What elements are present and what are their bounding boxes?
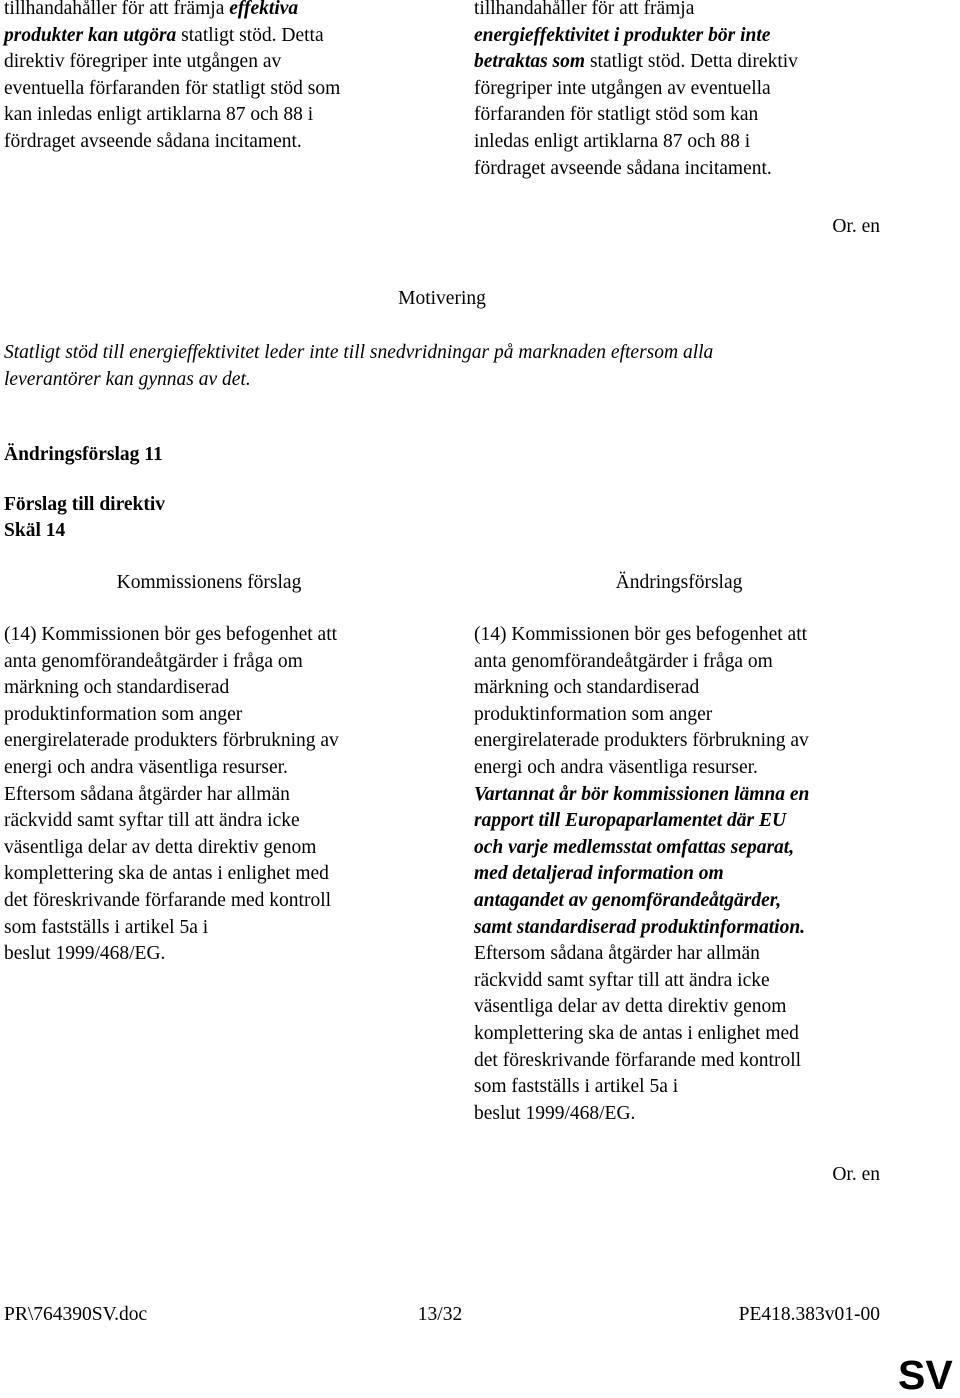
text-line <box>4 808 449 835</box>
amended-text-run: rapport till Europaparlamentet där EU <box>474 810 787 832</box>
text-line <box>4 755 449 782</box>
text-line <box>474 968 919 995</box>
text-run: komplettering ska de antas i enlighet med <box>4 863 329 885</box>
text-run: energi och andra väsentliga resurser. <box>474 756 758 778</box>
text-line <box>4 0 449 23</box>
text-run: föregriper inte utgången av eventuella <box>474 77 771 99</box>
text-run: energirelaterade produkters förbrukning av <box>474 730 809 752</box>
text-line <box>4 782 449 809</box>
top-left-text <box>4 0 449 156</box>
text-line <box>474 702 919 729</box>
text-run: som fastställs i artikel 5a i <box>474 1076 679 1098</box>
text-line <box>4 888 449 915</box>
text-run: väsentliga delar av detta direktiv genom <box>474 996 787 1018</box>
amendment-text <box>474 622 919 1127</box>
text-line <box>4 129 449 156</box>
text-line <box>474 861 919 888</box>
recital-reference: Skäl 14 <box>4 520 66 541</box>
text-line <box>474 76 919 103</box>
commission-proposal-header: Kommissionens förslag <box>116 572 302 593</box>
justification-text <box>4 340 904 393</box>
text-run: det föreskrivande förfarande med kontroll <box>4 889 332 911</box>
text-run: energi och andra väsentliga resurser. <box>4 756 288 778</box>
text-line <box>474 1101 919 1128</box>
text-line <box>4 649 449 676</box>
text-line <box>474 0 919 23</box>
amended-text-run: och varje medlemsstat omfattas separat, <box>474 836 795 858</box>
text-line <box>474 102 919 129</box>
text-line <box>4 835 449 862</box>
text-run: beslut 1999/468/EG. <box>4 943 166 965</box>
text-line <box>4 941 449 968</box>
text-run: det föreskrivande förfarande med kontroll <box>474 1049 802 1071</box>
text-run: förfaranden för statligt stöd som kan <box>474 104 759 126</box>
text-line <box>474 755 919 782</box>
text-line <box>474 782 919 809</box>
amended-text-run: Vartannat år bör kommissionen lämna en <box>474 783 810 805</box>
text-run: inledas enligt artiklarna 87 och 88 i <box>474 130 751 152</box>
original-language-note: Or. en <box>832 1164 880 1185</box>
text-run: fördraget avseende sådana incitament. <box>474 157 772 179</box>
text-run: statligt stöd. Detta direktiv <box>585 51 798 73</box>
text-line <box>4 76 449 103</box>
amended-text-run: med detaljerad information om <box>474 863 724 885</box>
commission-proposal-text <box>4 622 449 968</box>
text-line <box>474 649 919 676</box>
text-line <box>474 23 919 50</box>
text-line <box>474 728 919 755</box>
text-run: energirelaterade produkters förbrukning av <box>4 730 339 752</box>
amendment-header: Ändringsförslag <box>615 572 743 593</box>
text-line <box>4 49 449 76</box>
proposal-reference: Förslag till direktiv <box>4 494 166 515</box>
text-run: märkning och standardiserad <box>4 677 230 699</box>
text-line <box>474 808 919 835</box>
text-run: Eftersom sådana åtgärder har allmän <box>4 783 290 805</box>
text-line <box>4 915 449 942</box>
top-right-text <box>474 0 919 182</box>
text-run: tillhandahåller för att främja <box>4 0 230 19</box>
amended-text-run: betraktas som <box>474 51 586 73</box>
text-line <box>474 1021 919 1048</box>
text-run: fördraget avseende sådana incitament. <box>4 130 302 152</box>
amended-text-run: effektiva <box>229 0 299 19</box>
text-line <box>474 49 919 76</box>
text-run: komplettering ska de antas i enlighet med <box>474 1022 799 1044</box>
text-run: väsentliga delar av detta direktiv genom <box>4 836 317 858</box>
text-line <box>474 622 919 649</box>
text-line <box>4 102 449 129</box>
text-line <box>4 675 449 702</box>
text-line <box>4 702 449 729</box>
justification-heading: Motivering <box>398 288 486 309</box>
text-run: produktinformation som anger <box>474 703 713 725</box>
text-line <box>474 994 919 1021</box>
text-run: anta genomförandeåtgärder i fråga om <box>4 650 303 672</box>
text-run: räckvidd samt syftar till att ändra icke <box>4 810 300 832</box>
text-line <box>474 675 919 702</box>
text-run: märkning och standardiserad <box>474 677 700 699</box>
text-run: (14) Kommissionen bör ges befogenhet att <box>474 624 808 645</box>
text-run: Eftersom sådana åtgärder har allmän <box>474 943 760 965</box>
text-line <box>474 129 919 156</box>
text-line <box>474 1074 919 1101</box>
text-run: beslut 1999/468/EG. <box>474 1102 636 1124</box>
footer-pe-reference: PE418.383v01-00 <box>738 1304 880 1325</box>
text-run: statligt stöd. Detta <box>176 24 324 46</box>
amended-text-run: samt standardiserad produktinformation. <box>474 916 806 938</box>
text-run: räckvidd samt syftar till att ändra icke <box>474 969 770 991</box>
text-line <box>4 622 449 649</box>
text-line <box>474 156 919 183</box>
original-language-note: Or. en <box>832 216 880 237</box>
amended-text-run: antagandet av genomförandeåtgärder, <box>474 889 782 911</box>
footer-doc-reference: PR\764390SV.doc <box>4 1304 148 1325</box>
text-line <box>474 835 919 862</box>
amended-text-run: produkter kan utgöra <box>4 24 177 46</box>
justification-line: leverantörer kan gynnas av det. <box>4 368 251 390</box>
text-run: anta genomförandeåtgärder i fråga om <box>474 650 773 672</box>
amendment-title: Ändringsförslag 11 <box>4 444 163 465</box>
justification-line: Statligt stöd till energieffektivitet leder inte till snedvridningar på marknaden eftersom alla <box>4 342 714 363</box>
text-line <box>4 728 449 755</box>
text-line <box>474 915 919 942</box>
text-run: produktinformation som anger <box>4 703 243 725</box>
text-line <box>474 1048 919 1075</box>
language-code-badge: SV <box>898 1352 953 1398</box>
text-line <box>4 23 449 50</box>
text-line <box>474 888 919 915</box>
text-run: som fastställs i artikel 5a i <box>4 916 209 938</box>
text-run: kan inledas enligt artiklarna 87 och 88 i <box>4 104 314 126</box>
text-run: tillhandahåller för att främja <box>474 0 695 19</box>
text-line <box>474 941 919 968</box>
text-run: eventuella förfaranden för statligt stöd som <box>4 77 341 99</box>
text-run: (14) Kommissionen bör ges befogenhet att <box>4 624 338 645</box>
amended-text-run: energieffektivitet i produkter bör inte <box>474 24 771 46</box>
footer-page-number: 13/32 <box>417 1304 463 1325</box>
text-run: direktiv föregriper inte utgången av <box>4 51 282 73</box>
text-line <box>4 861 449 888</box>
